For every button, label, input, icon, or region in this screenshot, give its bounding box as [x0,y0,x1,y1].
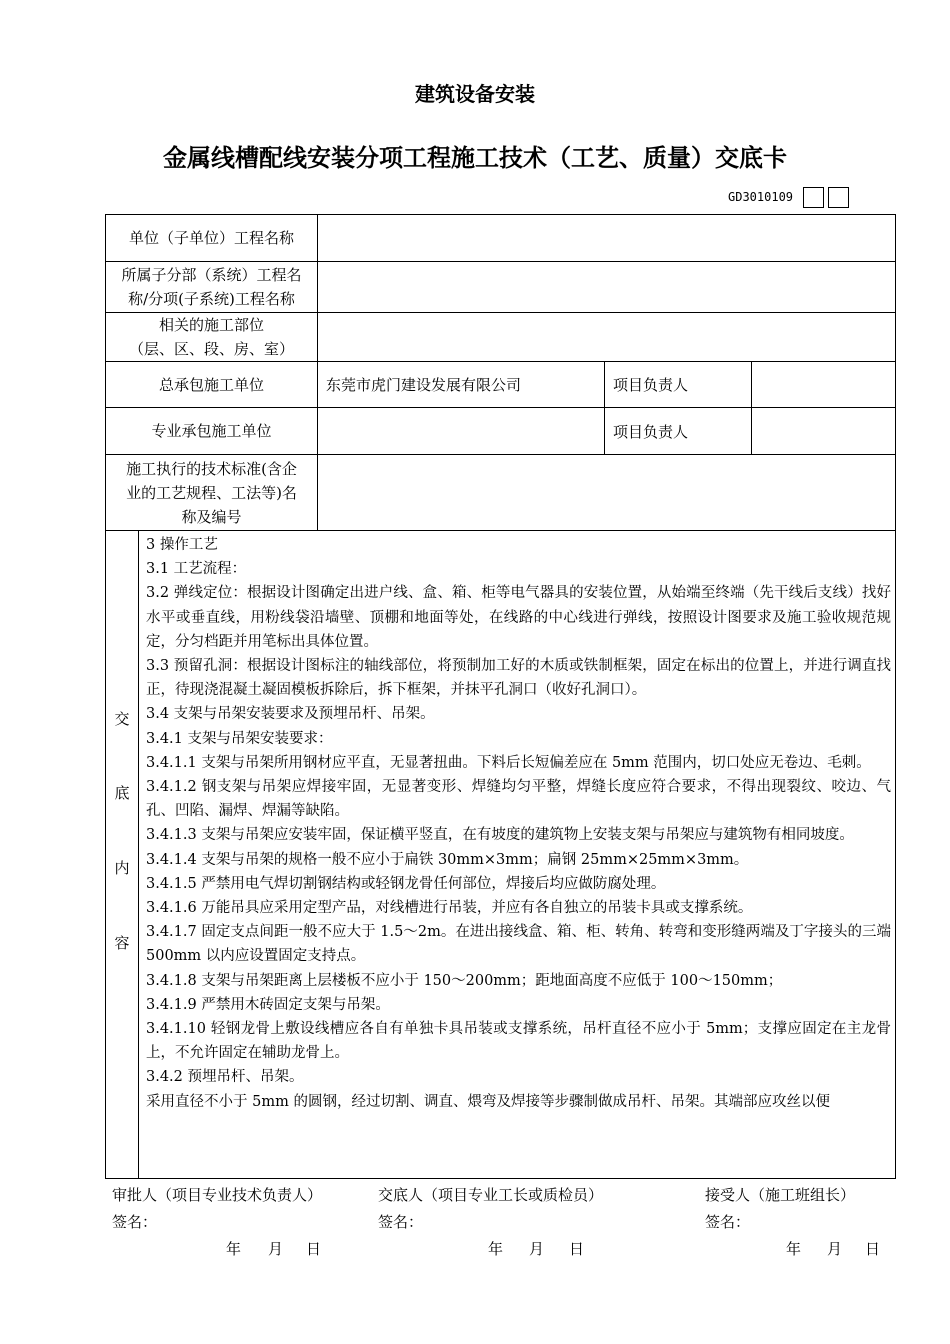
subdivision-name-field[interactable] [318,262,895,312]
content-paragraph: 3.4.1.10 轻钢龙骨上敷设线槽应各自有单独卡具吊装或支撑系统，吊杆直径不应小于 5mm；支撑应固定在主龙骨上，不允许固定在辅助龙骨上。 [146,1021,891,1062]
subdivision-label-line2: 称/分项(子系统)工程名称 [128,290,295,308]
location-label-line1: 相关的施工部位 [158,316,264,334]
content-paragraph: 3.2 弹线定位：根据设计图确定出进户线、盒、箱、柜等电气器具的安装位置，从始端至终端（先干线后支线）找好水平或垂直线，用粉线袋沿墙壁、顶棚和地面等处，在线路的中心线进行弹线，按照设计图要求及施工验收规范规定，分匀档距并用笔标出具体位置。 [146,585,891,650]
general-contractor-field[interactable]: 东莞市虎门建设发展有限公司 [326,376,522,394]
receiver-label: 接受人（施工班组长） [705,1186,856,1204]
content-paragraph: 3.4 支架与吊架安装要求及预埋吊杆、吊架。 [146,706,435,723]
date-year: 年 [226,1240,242,1258]
project-manager-label: 项目负责人 [613,376,689,394]
approver-signature[interactable]: 签名： [112,1213,158,1231]
subdivision-name-label [106,262,317,312]
content-paragraph: 3.4.2 预埋吊杆、吊架。 [146,1069,304,1086]
document-title: 金属线槽配线安装分项工程施工技术（工艺、质量）交底卡 [163,144,787,172]
content-paragraph: 3.4.1.5 严禁用电气焊切割钢结构或轻钢龙骨任何部位，焊接后均应做防腐处理。 [146,875,666,892]
date-month: 月 [529,1240,545,1258]
construction-location-label [106,313,317,361]
date-month: 月 [268,1240,284,1258]
receiver-signature[interactable]: 签名： [705,1213,751,1231]
content-paragraph: 3.4.1.9 严禁用木砖固定支架与吊架。 [146,996,390,1013]
content-paragraph: 3.4.1.6 万能吊具应采用定型产品，对线槽进行吊装，并应有各自独立的吊装卡具或支撑系统。 [146,900,753,917]
content-paragraph: 3.4.1.8 支架与吊架距离上层楼板不应小于 150～200mm；距地面高度不应低于 100～150mm； [146,972,783,989]
side-label-char: 容 [114,934,130,952]
document-category: 建筑设备安装 [415,82,535,106]
standard-label-line3: 称及编号 [181,507,242,526]
side-label-char: 内 [114,859,130,877]
content-paragraph: 采用直径不小于 5mm 的圆钢，经过切割、调直、煨弯及焊接等步骤制做成吊杆、吊架。其端部应攻丝以便 [146,1093,830,1110]
row-divider [105,530,896,531]
discloser-signature[interactable]: 签名： [378,1213,424,1231]
date-year: 年 [488,1240,504,1258]
table-border-right [895,214,896,1179]
document-code: GD3010109 [728,190,794,204]
side-label-char: 底 [114,784,130,802]
content-paragraph: 3.3 预留孔洞：根据设计图标注的轴线部位，将预制加工好的木质或铁制框架，固定在标出的位置上，并进行调直找正，待现浇混凝土凝固模板拆除后，拆下框架，并抹平孔洞口（收好孔洞口）。 [146,658,891,699]
side-label-char: 交 [114,710,130,728]
specialty-contractor-field[interactable] [318,408,604,454]
general-contractor-label: 总承包施工单位 [158,375,264,394]
table-border-bottom [105,1178,896,1179]
content-paragraph: 3.4.1 支架与吊架安装要求： [146,730,333,747]
content-paragraph: 3.4.1.3 支架与吊架应安装牢固，保证横平竖直，在有坡度的建筑物上安装支架与吊架应与建筑物有相同坡度。 [146,827,854,844]
date-day: 日 [306,1240,322,1258]
technical-standard-field[interactable] [318,455,895,530]
code-box-1[interactable] [803,187,824,208]
standard-label-line1: 施工执行的技术标准(含企 [126,459,297,478]
content-paragraph: 3.4.1.1 支架与吊架所用钢材应平直，无显著扭曲。下料后长短偏差应在 5mm 范围内，切口处应无卷边、毛刺。 [146,754,871,771]
location-label-line2: （层、区、段、房、室） [128,340,294,358]
discloser-label: 交底人（项目专业工长或质检员） [378,1186,604,1204]
side-label-divider [138,530,139,1178]
date-year: 年 [786,1240,802,1258]
subdivision-label-line1: 所属子分部（系统）工程名 [121,266,302,284]
construction-location-field[interactable] [318,313,895,361]
code-box-2[interactable] [828,187,849,208]
project-manager-field[interactable] [752,362,895,407]
project-name-field[interactable] [318,215,895,261]
content-paragraph: 3.4.1.4 支架与吊架的规格一般不应小于扁铁 30mm×3mm；扁钢 25mm×25mm×3mm。 [146,851,749,868]
content-paragraph: 3.4.1.7 固定支点间距一般不应大于 1.5～2m。在进出接线盒、箱、柜、转角、转弯和变形缝两端及丁字接头的三端 500mm 以内应设置固定支持点。 [146,924,891,965]
specialty-manager-label: 项目负责人 [613,422,689,441]
technical-standard-label [106,455,317,530]
standard-label-line2: 业的工艺规程、工法等)名 [126,483,297,502]
content-paragraph: 3.1 工艺流程： [146,561,247,578]
specialty-manager-field[interactable] [752,408,895,454]
date-day: 日 [569,1240,585,1258]
project-name-label: 单位（子单位）工程名称 [128,229,294,247]
date-day: 日 [865,1240,881,1258]
specialty-contractor-label: 专业承包施工单位 [151,422,272,440]
approver-label: 审批人（项目专业技术负责人） [112,1186,323,1204]
disclosure-content [146,533,891,1176]
content-paragraph: 3 操作工艺 [146,537,218,553]
date-month: 月 [827,1240,843,1258]
content-paragraph: 3.4.1.2 钢支架与吊架应焊接牢固，无显著变形、焊缝均匀平整，焊缝长度应符合要求，不得出现裂纹、咬边、气孔、凹陷、漏焊、焊漏等缺陷。 [146,779,891,820]
